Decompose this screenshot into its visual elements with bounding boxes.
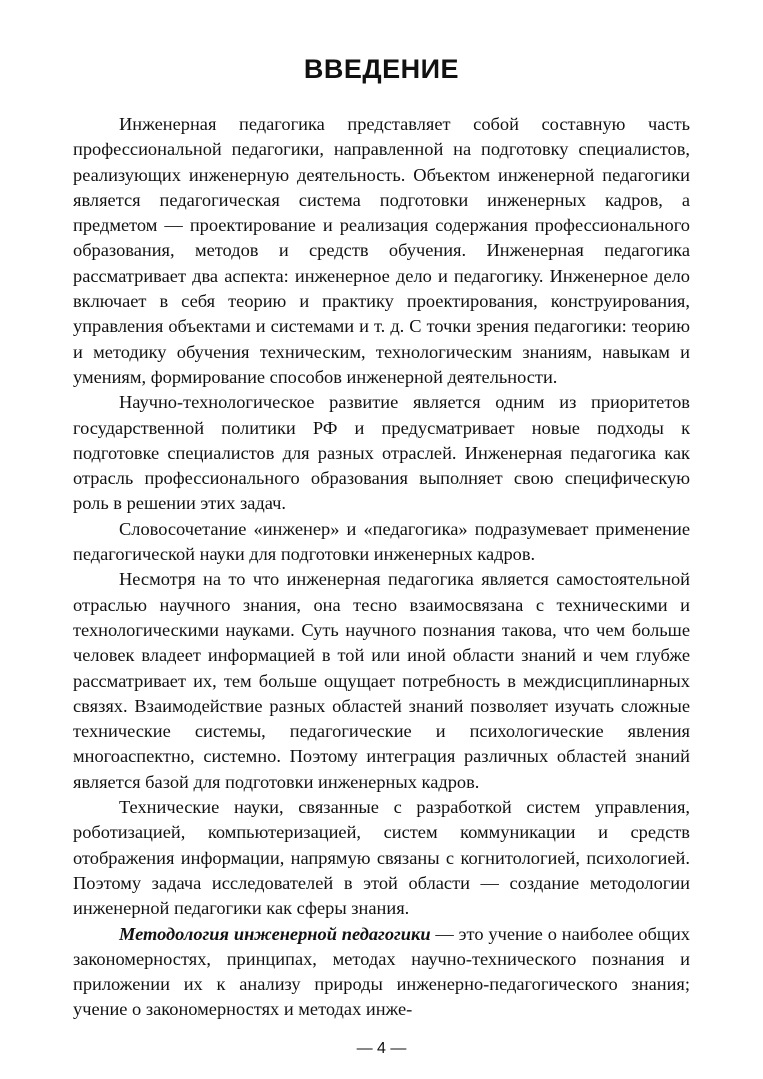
document-body (73, 112, 690, 1023)
paragraph-5: Технические науки, связанные с разработкой систем управления, роботизацией, компьютеризацией, систем коммуникации и средств отображения информации, напрямую связаны с когнитологией, психологией. Поэтому задача исследователей в этой области — создание методологии инженерной педагогики как сферы знания. (73, 797, 690, 919)
chapter-title: ВВЕДЕНИЕ (303, 54, 460, 84)
methodology-definition: — это учение о наиболее общих закономерностях, принципах, методах научно-технического познания и приложении их к анализу природы инженерно-педагогического знания; учение о закономерностях и методах инже- (73, 923, 690, 1020)
page-number: — 4 — (356, 1040, 407, 1057)
paragraph-1: Инженерная педагогика представляет собой составную часть профессиональной педагогики, направленной на подготовку специалистов, реализующих инженерную деятельность. Объектом инженерной педагогики является педагогическая система подготовки инженерных кадров, а предметом — проектирование и реализация содержания профессионального образования, методов и средств обучения. Инженерная педагогика рассматривает два аспекта: инженерное дело и педагогику. Инженерное дело включает в себя теорию и практику проектирования, конструирования, управления объектами и системами и т. д. С точки зрения педагогики: теорию и методику обучения техническим, технологическим знаниям, навыкам и умениям, формирование способов инженерной деятельности. (73, 114, 690, 387)
paragraph-3: Словосочетание «инженер» и «педагогика» подразумевает применение педагогической науки для подготовки инженерных кадров. (73, 518, 690, 565)
paragraph-2: Научно-технологическое развитие является одним из приоритетов государственной политики РФ и предусматривает новые подходы к подготовке специалистов для разных отраслей. Инженерная педагогика как отрасль профессионального образования выполняет свою специфическую роль в решении этих задач. (73, 392, 690, 514)
methodology-term: Методология инженерной педагогики (119, 923, 431, 944)
paragraph-6 (73, 922, 690, 1023)
paragraph-4: Несмотря на то что инженерная педагогика является самостоятельной отраслью научного знания, она тесно взаимосвязана с техническими и технологическими науками. Суть научного познания такова, что чем больше человек владеет информацией в той или иной области знаний и чем глубже рассматривает их, тем больше ощущает потребность в междисциплинарных связях. Взаимодействие разных областей знаний позволяет изучать сложные технические системы, педагогические и психологические явления многоаспектно, системно. Поэтому интеграция различных областей знаний является базой для подготовки инженерных кадров. (73, 569, 690, 792)
